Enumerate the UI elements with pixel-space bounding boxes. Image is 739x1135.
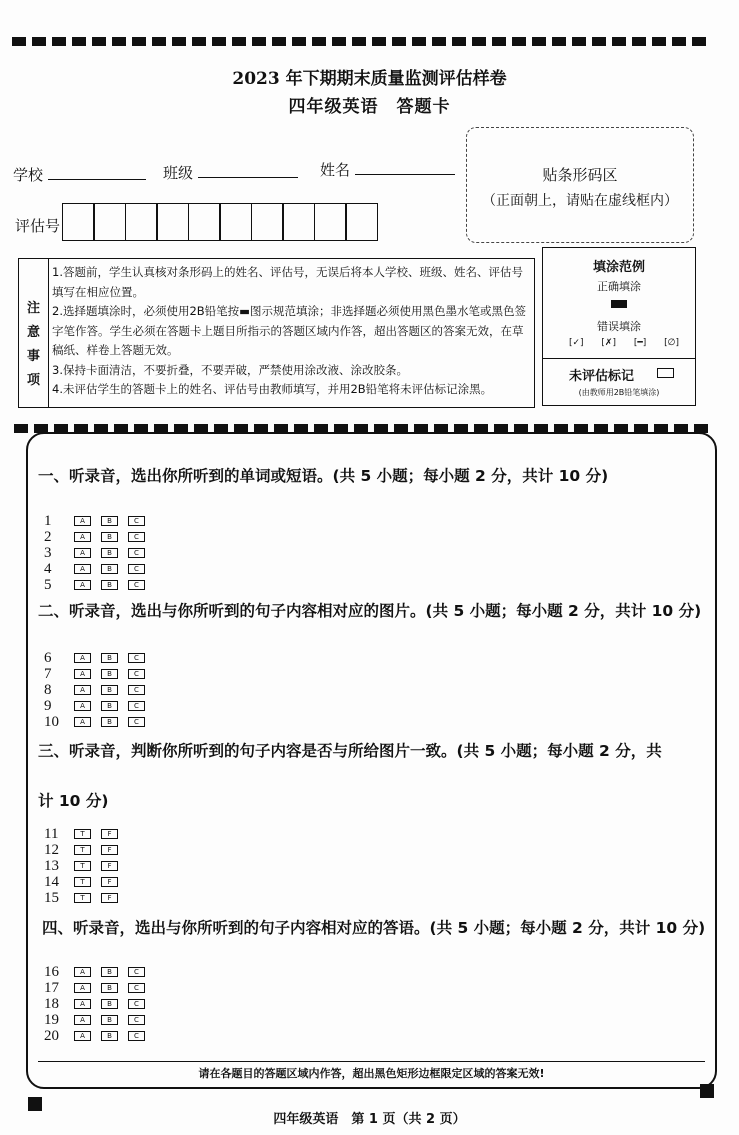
question-row	[44, 858, 128, 874]
class-field[interactable]	[198, 177, 298, 178]
class-label: 班级	[163, 164, 194, 182]
option-t[interactable]: T	[74, 829, 91, 839]
question-number: 19	[44, 1011, 59, 1028]
option-c[interactable]: C	[128, 999, 145, 1009]
option-b[interactable]: B	[101, 669, 118, 679]
alignment-mark-right	[700, 1084, 714, 1098]
notice-box	[18, 258, 535, 408]
option-b[interactable]: B	[101, 532, 118, 542]
question-number: 14	[44, 873, 59, 890]
option-b[interactable]: B	[101, 967, 118, 977]
option-f[interactable]: F	[101, 829, 118, 839]
barcode-title: 贴条形码区	[542, 166, 618, 184]
barcode-instruction: （正面朝上，请贴在虚线框内）	[482, 193, 678, 209]
option-a[interactable]: A	[74, 580, 91, 590]
option-a[interactable]: A	[74, 701, 91, 711]
school-label: 学校	[13, 166, 44, 184]
section-1-title: 一、听录音，选出你所听到的单词或短语。(共 5 小题；每小题 2 分，共计 10 分)	[38, 467, 609, 485]
option-c[interactable]: C	[128, 580, 145, 590]
question-number: 6	[44, 649, 52, 666]
option-a[interactable]: A	[74, 967, 91, 977]
not-assessed-note: (由教师用2B铅笔填涂)	[578, 388, 660, 397]
question-number: 18	[44, 995, 59, 1012]
option-f[interactable]: F	[101, 861, 118, 871]
notice-item-1: 1.答题前，学生认真核对条形码上的姓名、评估号，无误后将本人学校、班级、姓名、评估号填写在相应位置。	[52, 265, 523, 299]
question-row	[44, 964, 155, 980]
question-row	[44, 698, 155, 714]
option-c[interactable]: C	[128, 685, 145, 695]
option-t[interactable]: T	[74, 893, 91, 903]
section-3-title-cont: 计 10 分)	[38, 792, 109, 810]
option-f[interactable]: F	[101, 877, 118, 887]
section-4-title: 四、听录音，选出与你所听到的句子内容相对应的答语。(共 5 小题；每小题 2 分，共计 10 分)	[42, 919, 706, 937]
option-c[interactable]: C	[128, 564, 145, 574]
question-number: 3	[44, 544, 52, 561]
question-number: 4	[44, 560, 52, 577]
question-row	[44, 666, 155, 682]
question-row	[44, 874, 128, 890]
question-number: 7	[44, 665, 52, 682]
question-number: 2	[44, 528, 52, 545]
option-b[interactable]: B	[101, 685, 118, 695]
question-row	[44, 1028, 155, 1044]
notice-side-label: 注 意 事 项	[19, 259, 49, 407]
question-number: 1	[44, 512, 52, 529]
answer-area-warning: 请在各题目的答题区域内作答，超出黑色矩形边框限定区域的答案无效!	[198, 1067, 545, 1080]
eval-no-label: 评估号	[15, 217, 61, 235]
card-subtitle: 四年级英语 答题卡	[288, 97, 451, 117]
option-a[interactable]: A	[74, 532, 91, 542]
question-row	[44, 980, 155, 996]
option-b[interactable]: B	[101, 516, 118, 526]
not-assessed-checkbox[interactable]	[657, 368, 674, 378]
option-c[interactable]: C	[128, 701, 145, 711]
option-c[interactable]: C	[128, 983, 145, 993]
question-number: 16	[44, 963, 59, 980]
notice-item-4: 4.未评估学生的答题卡上的姓名、评估号由教师填写，并用2B铅笔将未评估标记涂黑。	[52, 382, 493, 396]
question-number: 15	[44, 889, 59, 906]
option-a[interactable]: A	[74, 1031, 91, 1041]
section-2-title: 二、听录音，选出与你所听到的句子内容相对应的图片。(共 5 小题；每小题 2 分，共计 10 分)	[38, 602, 702, 620]
option-a[interactable]: A	[74, 548, 91, 558]
question-number: 11	[44, 825, 59, 842]
option-a[interactable]: A	[74, 717, 91, 727]
question-row	[44, 714, 155, 730]
option-a[interactable]: A	[74, 999, 91, 1009]
option-b[interactable]: B	[101, 1031, 118, 1041]
option-c[interactable]: C	[128, 967, 145, 977]
option-b[interactable]: B	[101, 653, 118, 663]
question-row	[44, 545, 155, 561]
option-c[interactable]: C	[128, 1015, 145, 1025]
fill-example-box	[542, 247, 696, 359]
option-c[interactable]: C	[128, 669, 145, 679]
question-number: 5	[44, 576, 52, 593]
question-row	[44, 650, 155, 666]
option-t[interactable]: T	[74, 845, 91, 855]
barcode-area	[466, 127, 694, 243]
option-c[interactable]: C	[128, 516, 145, 526]
not-assessed-box	[542, 357, 696, 406]
question-row	[44, 996, 155, 1012]
question-number: 13	[44, 857, 59, 874]
option-c[interactable]: C	[128, 532, 145, 542]
name-field[interactable]	[355, 174, 455, 175]
notice-item-3: 3.保持卡面清洁，不要折叠，不要弄破，严禁使用涂改液、涂改胶条。	[52, 362, 408, 377]
question-row	[44, 890, 128, 906]
option-c[interactable]: C	[128, 717, 145, 727]
option-t[interactable]: T	[74, 861, 91, 871]
option-c[interactable]: C	[128, 1031, 145, 1041]
option-a[interactable]: A	[74, 516, 91, 526]
option-b[interactable]: B	[101, 717, 118, 727]
option-a[interactable]: A	[74, 653, 91, 663]
question-number: 17	[44, 979, 59, 996]
option-b[interactable]: B	[101, 548, 118, 558]
question-row	[44, 577, 155, 593]
question-row	[44, 842, 128, 858]
section-3-title: 三、听录音，判断你所听到的句子内容是否与所给图片一致。(共 5 小题；每小题 2 分，共	[38, 742, 662, 760]
option-c[interactable]: C	[128, 653, 145, 663]
option-a[interactable]: A	[74, 983, 91, 993]
answer-area	[26, 432, 717, 1089]
option-a[interactable]: A	[74, 669, 91, 679]
exam-title: 2023 年下期期末质量监测评估样卷	[232, 69, 507, 89]
question-number: 12	[44, 841, 59, 858]
option-c[interactable]: C	[128, 548, 145, 558]
page-footer: 四年级英语 第 1 页（共 2 页）	[273, 1112, 466, 1127]
fill-example-title: 填涂范例	[592, 260, 645, 275]
question-row	[44, 529, 155, 545]
option-b[interactable]: B	[101, 1015, 118, 1025]
footer-divider	[38, 1061, 705, 1062]
question-row	[44, 561, 155, 577]
question-number: 8	[44, 681, 52, 698]
question-row	[44, 826, 128, 842]
eval-no-boxes[interactable]	[63, 203, 378, 241]
name-label: 姓名	[320, 161, 351, 179]
option-b[interactable]: B	[101, 701, 118, 711]
option-f[interactable]: F	[101, 893, 118, 903]
option-b[interactable]: B	[101, 983, 118, 993]
correct-fill-mark	[611, 300, 627, 308]
not-assessed-label: 未评估标记	[569, 369, 635, 384]
question-row	[44, 682, 155, 698]
option-b[interactable]: B	[101, 999, 118, 1009]
top-dash-border	[12, 37, 718, 46]
question-number: 9	[44, 697, 52, 714]
question-number: 20	[44, 1027, 59, 1044]
question-row	[44, 513, 155, 529]
option-a[interactable]: A	[74, 1015, 91, 1025]
correct-fill-label: 正确填涂	[597, 280, 641, 293]
option-a[interactable]: A	[74, 685, 91, 695]
question-number: 10	[44, 713, 59, 730]
question-row	[44, 1012, 155, 1028]
option-b[interactable]: B	[101, 564, 118, 574]
wrong-fill-label: 错误填涂	[597, 320, 641, 333]
option-a[interactable]: A	[74, 564, 91, 574]
wrong-fill-marks: [✓] [✗] [━] [∅]	[569, 338, 679, 348]
option-t[interactable]: T	[74, 877, 91, 887]
school-field[interactable]	[48, 179, 146, 180]
notice-item-2: 2.选择题填涂时，必须使用2B铅笔按▬图示规范填涂；非选择题必须使用黑色墨水笔或黑色签字笔作答。学生必须在答题卡上题目所指示的答题区域内作答，超出答题区的答案无效，在草稿纸、样卷上答题无效。	[52, 304, 527, 357]
option-f[interactable]: F	[101, 845, 118, 855]
option-b[interactable]: B	[101, 580, 118, 590]
